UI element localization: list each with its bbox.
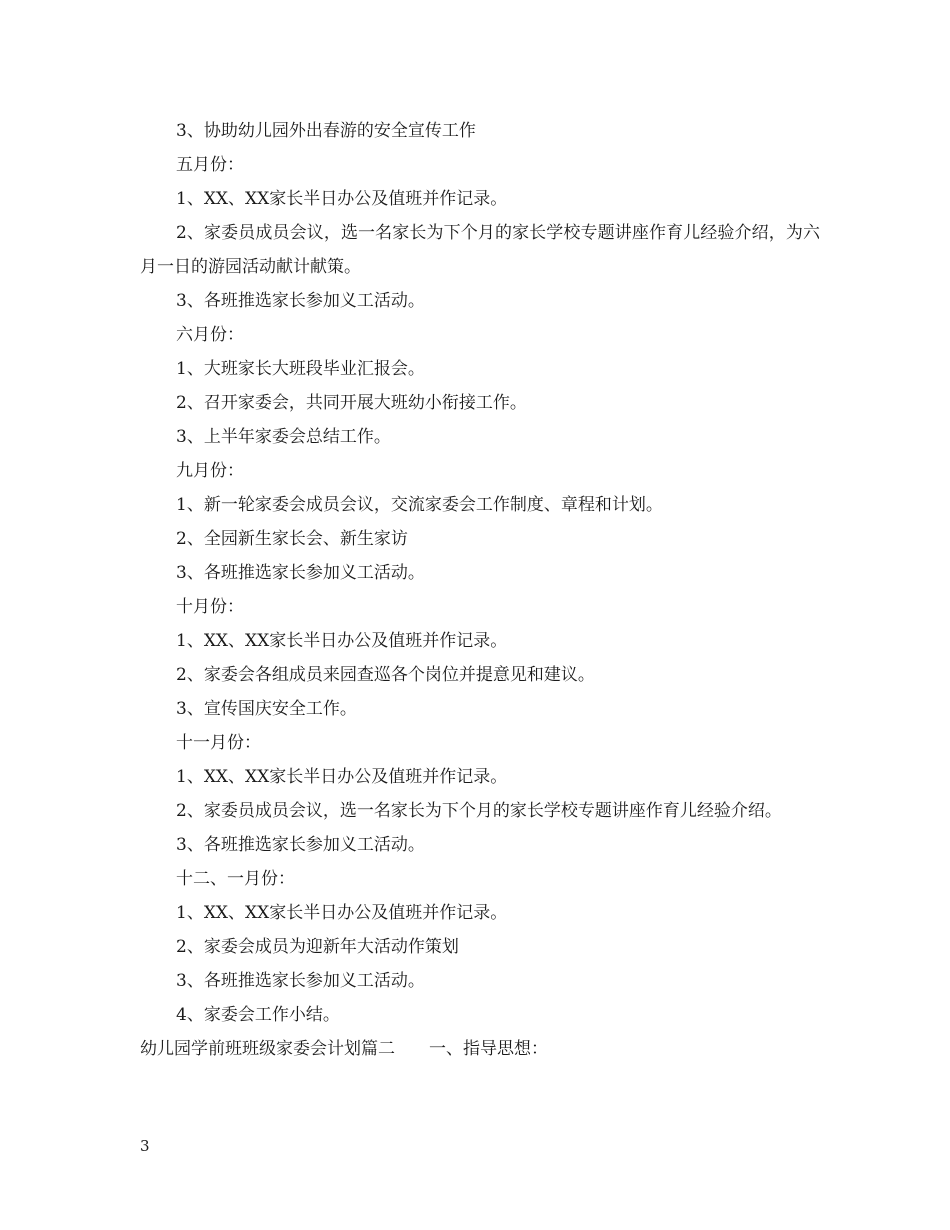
text-line: 3、协助幼儿园外出春游的安全宣传工作: [176, 121, 476, 141]
month-heading: 十一月份：: [176, 733, 261, 753]
text-paragraph: 2、家委员成员会议，选一名家长为下个月的家长学校专题讲座作育儿经验介绍，为六月一日的游园活动献计献策。: [140, 223, 820, 277]
text-line: 2、家委会成员为迎新年大活动作策划: [176, 937, 459, 957]
text-line: 2、召开家委会，共同开展大班幼小衔接工作。: [176, 393, 527, 413]
text-line: 2、家委会各组成员来园查巡各个岗位并提意见和建议。: [176, 665, 595, 685]
month-heading: 十月份：: [176, 597, 244, 617]
month-heading: 六月份：: [176, 325, 244, 345]
text-line: 1、XX、XX家长半日办公及值班并作记录。: [176, 767, 508, 787]
text-line: 3、宣传国庆安全工作。: [176, 699, 357, 719]
text-line: 3、上半年家委会总结工作。: [176, 427, 391, 447]
text-line: 1、新一轮家委会成员会议，交流家委会工作制度、章程和计划。: [176, 495, 663, 515]
document-body: [140, 114, 820, 1066]
month-heading: 五月份：: [176, 155, 244, 175]
page-number: 3: [140, 1137, 150, 1155]
text-line: 1、XX、XX家长半日办公及值班并作记录。: [176, 189, 508, 209]
text-line: 3、各班推选家长参加义工活动。: [176, 563, 425, 583]
section-title-line: [140, 1032, 820, 1066]
text-line: 3、各班推选家长参加义工活动。: [176, 971, 425, 991]
section-heading: 一、指导思想：: [429, 1039, 548, 1059]
month-heading: 九月份：: [176, 461, 244, 481]
text-paragraph: 2、家委员成员会议，选一名家长为下个月的家长学校专题讲座作育儿经验介绍。: [176, 801, 782, 821]
text-line: 1、XX、XX家长半日办公及值班并作记录。: [176, 903, 508, 923]
text-line: 3、各班推选家长参加义工活动。: [176, 291, 425, 311]
month-heading: 十二、一月份：: [176, 869, 295, 889]
text-line: 1、大班家长大班段毕业汇报会。: [176, 359, 425, 379]
text-line: 2、全园新生家长会、新生家访: [176, 529, 408, 549]
text-line: 4、家委会工作小结。: [176, 1005, 340, 1025]
text-line: 1、XX、XX家长半日办公及值班并作记录。: [176, 631, 508, 651]
section-title: 幼儿园学前班班级家委会计划篇二: [140, 1039, 395, 1059]
text-line: 3、各班推选家长参加义工活动。: [176, 835, 425, 855]
